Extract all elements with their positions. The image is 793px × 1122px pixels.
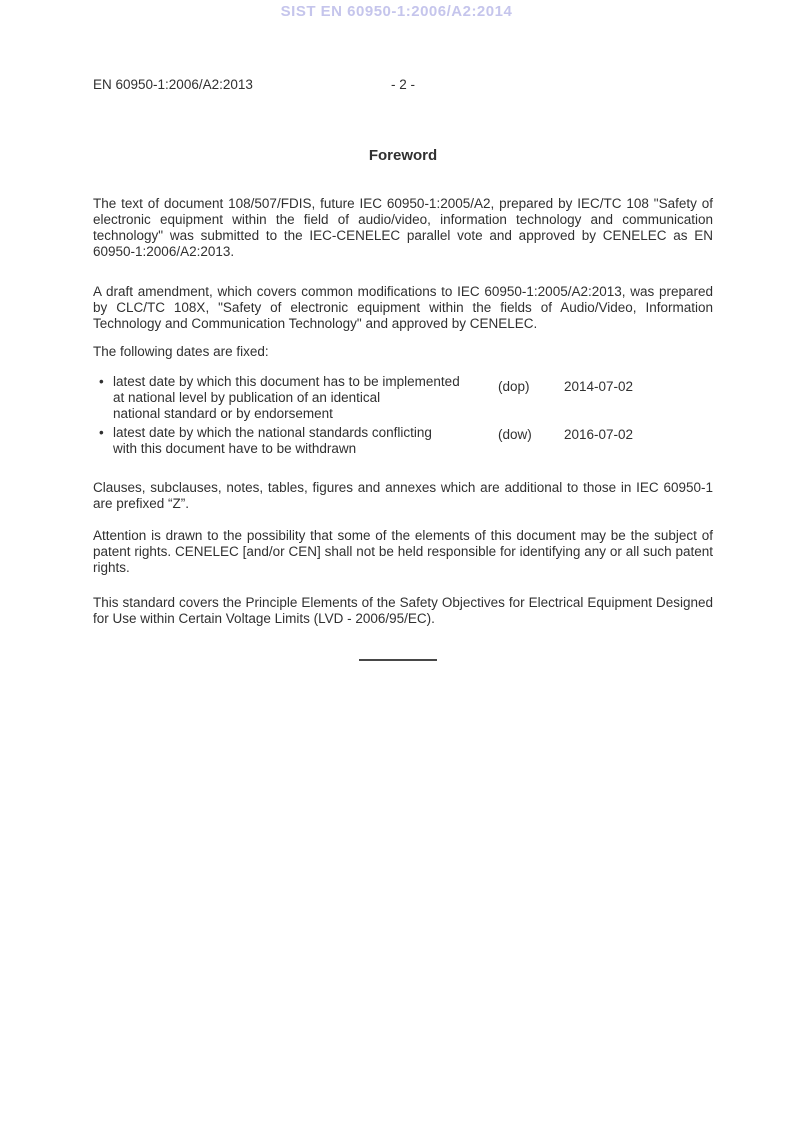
section-divider bbox=[359, 659, 437, 661]
dates-item-text-line: latest date by which this document has to be implemented bbox=[113, 374, 460, 389]
dates-item-text-line: national standard or by endorsement bbox=[113, 406, 333, 421]
bullet-icon: • bbox=[99, 374, 104, 389]
date-value-dow: 2016-07-02 bbox=[564, 427, 634, 442]
date-value-dop: 2014-07-02 bbox=[564, 379, 634, 394]
header-page-number: - 2 - bbox=[390, 77, 415, 92]
watermark-text: SIST EN 60950-1:2006/A2:2014 bbox=[280, 3, 513, 20]
dates-item-text-line: latest date by which the national standards conflicting bbox=[113, 425, 432, 440]
paragraph-draft-amendment: A draft amendment, which covers common modifications to IEC 60950-1:2005/A2:2013, was prepared by CLC/TC 108X, "Safety of electronic equipment within the fields of Audio/Video, Information Technology and Communication Technology" and approved by CENELEC. bbox=[93, 284, 713, 331]
dates-list-item-dop bbox=[93, 374, 713, 424]
foreword-title: Foreword bbox=[368, 147, 438, 164]
dates-intro-text: The following dates are fixed: bbox=[93, 344, 269, 359]
dates-list-item-dow bbox=[93, 425, 713, 459]
dates-item-text-line: with this document have to be withdrawn bbox=[113, 441, 357, 456]
paragraph-document-origin: The text of document 108/507/FDIS, future IEC 60950-1:2005/A2, prepared by IEC/TC 108 "Safety of electronic equipment within the field of audio/video, information technology and communication technology" was submitted to the IEC-CENELEC parallel vote and approved by CENELEC as EN 60950-1:2006/A2:2013. bbox=[93, 196, 713, 259]
dates-item-text bbox=[113, 374, 503, 422]
paragraph-patent-rights: Attention is drawn to the possibility that some of the elements of this document may be the subject of patent rights. CENELEC [and/or CEN] shall not be held responsible for identifying any or all such patent rights. bbox=[93, 528, 713, 575]
date-label-dow: (dow) bbox=[498, 427, 532, 442]
paragraph-clauses-prefix: Clauses, subclauses, notes, tables, figures and annexes which are additional to those in IEC 60950-1 are prefixed “Z”. bbox=[93, 480, 713, 511]
paragraph-lvd-scope: This standard covers the Principle Elements of the Safety Objectives for Electrical Equipment Designed for Use within Certain Voltage Limits (LVD - 2006/95/EC). bbox=[93, 595, 713, 626]
header-document-reference: EN 60950-1:2006/A2:2013 bbox=[93, 77, 253, 92]
dates-item-text bbox=[113, 425, 503, 457]
bullet-icon: • bbox=[99, 425, 104, 440]
date-label-dop: (dop) bbox=[498, 379, 530, 394]
dates-item-text-line: at national level by publication of an identical bbox=[113, 390, 381, 405]
